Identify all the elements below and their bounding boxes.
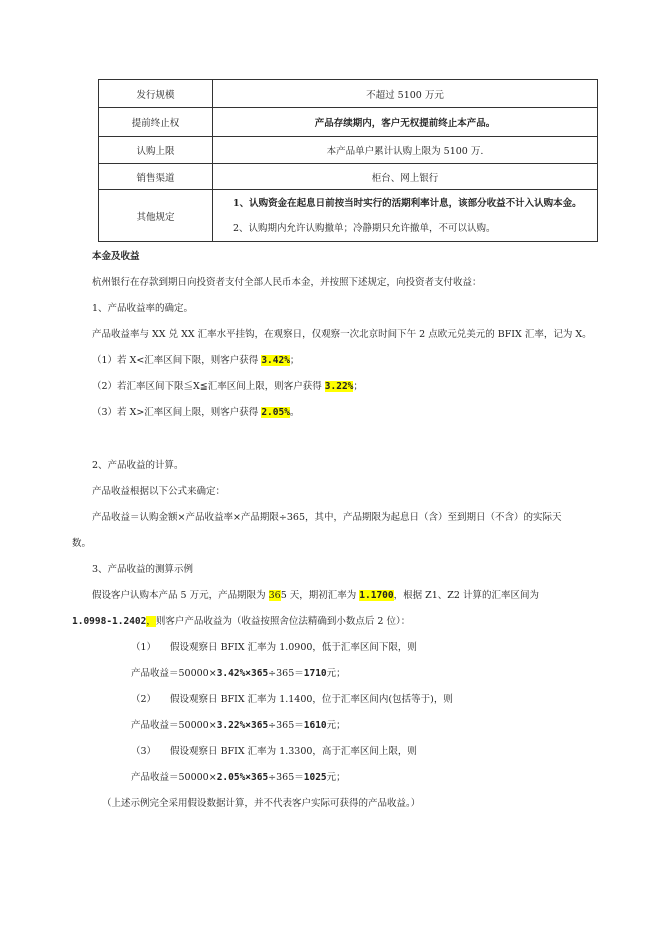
example-1	[131, 641, 417, 655]
row-label: 发行规模	[99, 80, 213, 108]
calc-unit: 元；	[326, 720, 346, 731]
calc-rate: 3.42%×365	[216, 668, 269, 679]
example-intro-text: 假设客户认购本产品 5 万元，产品期限为	[92, 590, 269, 601]
table-row	[99, 80, 598, 108]
calc-result: 1025	[303, 772, 327, 783]
case-1-end: ；	[289, 355, 300, 366]
case-3-rate: 2.05%	[261, 407, 290, 418]
rate-range: 1.0998-1.2402	[72, 616, 147, 627]
row-value: 本产品单户累计认购上限为 5100 万.	[213, 137, 598, 164]
example-2	[131, 693, 453, 707]
example-3-text: 假设观察日 BFIX 汇率为 1.3300，高于汇率区间上限，则	[170, 746, 417, 757]
row-value	[213, 190, 598, 242]
row-value: 不超过 5100 万元	[213, 80, 598, 108]
example-3-number: （3）	[131, 746, 157, 757]
example-intro-text-2: ，根据 Z1、Z2 计算的汇率区间为	[393, 590, 539, 601]
case-2-end: ；	[353, 381, 363, 392]
case-2	[92, 380, 363, 394]
product-terms-table	[98, 79, 598, 242]
other-rule-2: 2、认购期内允许认购撤单；冷静期只允许撤单，不可以认购。	[233, 222, 496, 234]
calc-rate: 3.22%×365	[216, 720, 269, 731]
table-row	[99, 164, 598, 190]
example-3	[131, 745, 417, 759]
intro-text: 杭州银行在存款到期日向投资者支付全部人民币本金，并按照下述规定，向投资者支付收益：	[92, 277, 482, 288]
case-1-rate: 3.42%	[261, 355, 290, 366]
row-label: 其他规定	[99, 190, 213, 242]
paragraph-2: 产品收益根据以下公式来确定：	[92, 486, 226, 497]
term-days-highlight: 36	[268, 590, 281, 601]
calc-rate: 2.05%×365	[216, 772, 269, 783]
formula-text: 产品收益＝认购金额×产品收益率×产品期限÷365，其中，产品期限为起息日（含）至到期日（不含）的实际天	[92, 512, 562, 523]
section-title: 本金及收益	[92, 251, 140, 262]
heading-3: 3、产品收益的测算示例	[92, 564, 194, 575]
term-days-rest: 5 天，期初汇率为	[280, 590, 360, 601]
row-label: 销售渠道	[99, 164, 213, 190]
table-row	[99, 137, 598, 164]
table-row	[99, 108, 598, 137]
calc-result: 1710	[303, 668, 327, 679]
calc-mid: ÷365＝	[268, 720, 304, 731]
example-intro	[92, 589, 539, 603]
formula-text-cont: 数。	[72, 538, 92, 549]
example-3-calc	[131, 771, 346, 785]
example-intro-text-3: 则客户产品收益为（收益按照舍位法精确到小数点后 2 位）：	[155, 616, 411, 627]
case-2-text: （2）若汇率区间下限≦X≦汇率区间上限，则客户获得	[92, 381, 325, 392]
calc-mid: ÷365＝	[268, 772, 304, 783]
row-label: 认购上限	[99, 137, 213, 164]
table-row	[99, 190, 598, 242]
rate-range-mark: ，	[146, 616, 156, 627]
row-value: 产品存续期内，客户无权提前终止本产品。	[213, 108, 598, 137]
calc-prefix: 产品收益＝50000×	[131, 720, 217, 731]
heading-1: 1、产品收益率的确定。	[92, 303, 194, 314]
example-1-number: （1）	[131, 642, 157, 653]
case-2-rate: 3.22%	[324, 381, 354, 392]
case-3-text: （3）若 X>汇率区间上限，则客户获得	[92, 407, 262, 418]
initial-rate: 1.1700	[359, 590, 394, 601]
calc-unit: 元；	[326, 668, 346, 679]
heading-2: 2、产品收益的计算。	[92, 460, 184, 471]
example-1-calc	[131, 667, 346, 681]
case-3-end: 。	[289, 407, 300, 418]
example-1-text: 假设观察日 BFIX 汇率为 1.0900，低于汇率区间下限，则	[170, 642, 417, 653]
example-2-calc	[131, 719, 346, 733]
row-value: 柜台、网上银行	[213, 164, 598, 190]
other-rule-1: 1、认购资金在起息日前按当时实行的活期利率计息，该部分收益不计入认购本金。	[233, 197, 582, 209]
example-2-number: （2）	[131, 694, 157, 705]
calc-prefix: 产品收益＝50000×	[131, 772, 217, 783]
example-intro-cont	[72, 615, 410, 629]
case-3	[92, 406, 299, 420]
example-2-text: 假设观察日 BFIX 汇率为 1.1400，位于汇率区间内(包括等于)，则	[170, 694, 453, 705]
disclaimer: （上述示例完全采用假设数据计算，并不代表客户实际可获得的产品收益。）	[102, 798, 421, 809]
case-1-text: （1）若 X<汇率区间下限，则客户获得	[92, 355, 262, 366]
row-label: 提前终止权	[99, 108, 213, 137]
case-1	[92, 354, 299, 368]
calc-result: 1610	[303, 720, 327, 731]
paragraph-1: 产品收益率与 XX 兑 XX 汇率水平挂钩，在观察日，仅观察一次北京时间下午 2 点欧元兑美元的 BFIX 汇率，记为 X。	[92, 329, 592, 340]
calc-prefix: 产品收益＝50000×	[131, 668, 217, 679]
calc-unit: 元；	[326, 772, 346, 783]
calc-mid: ÷365＝	[268, 668, 304, 679]
